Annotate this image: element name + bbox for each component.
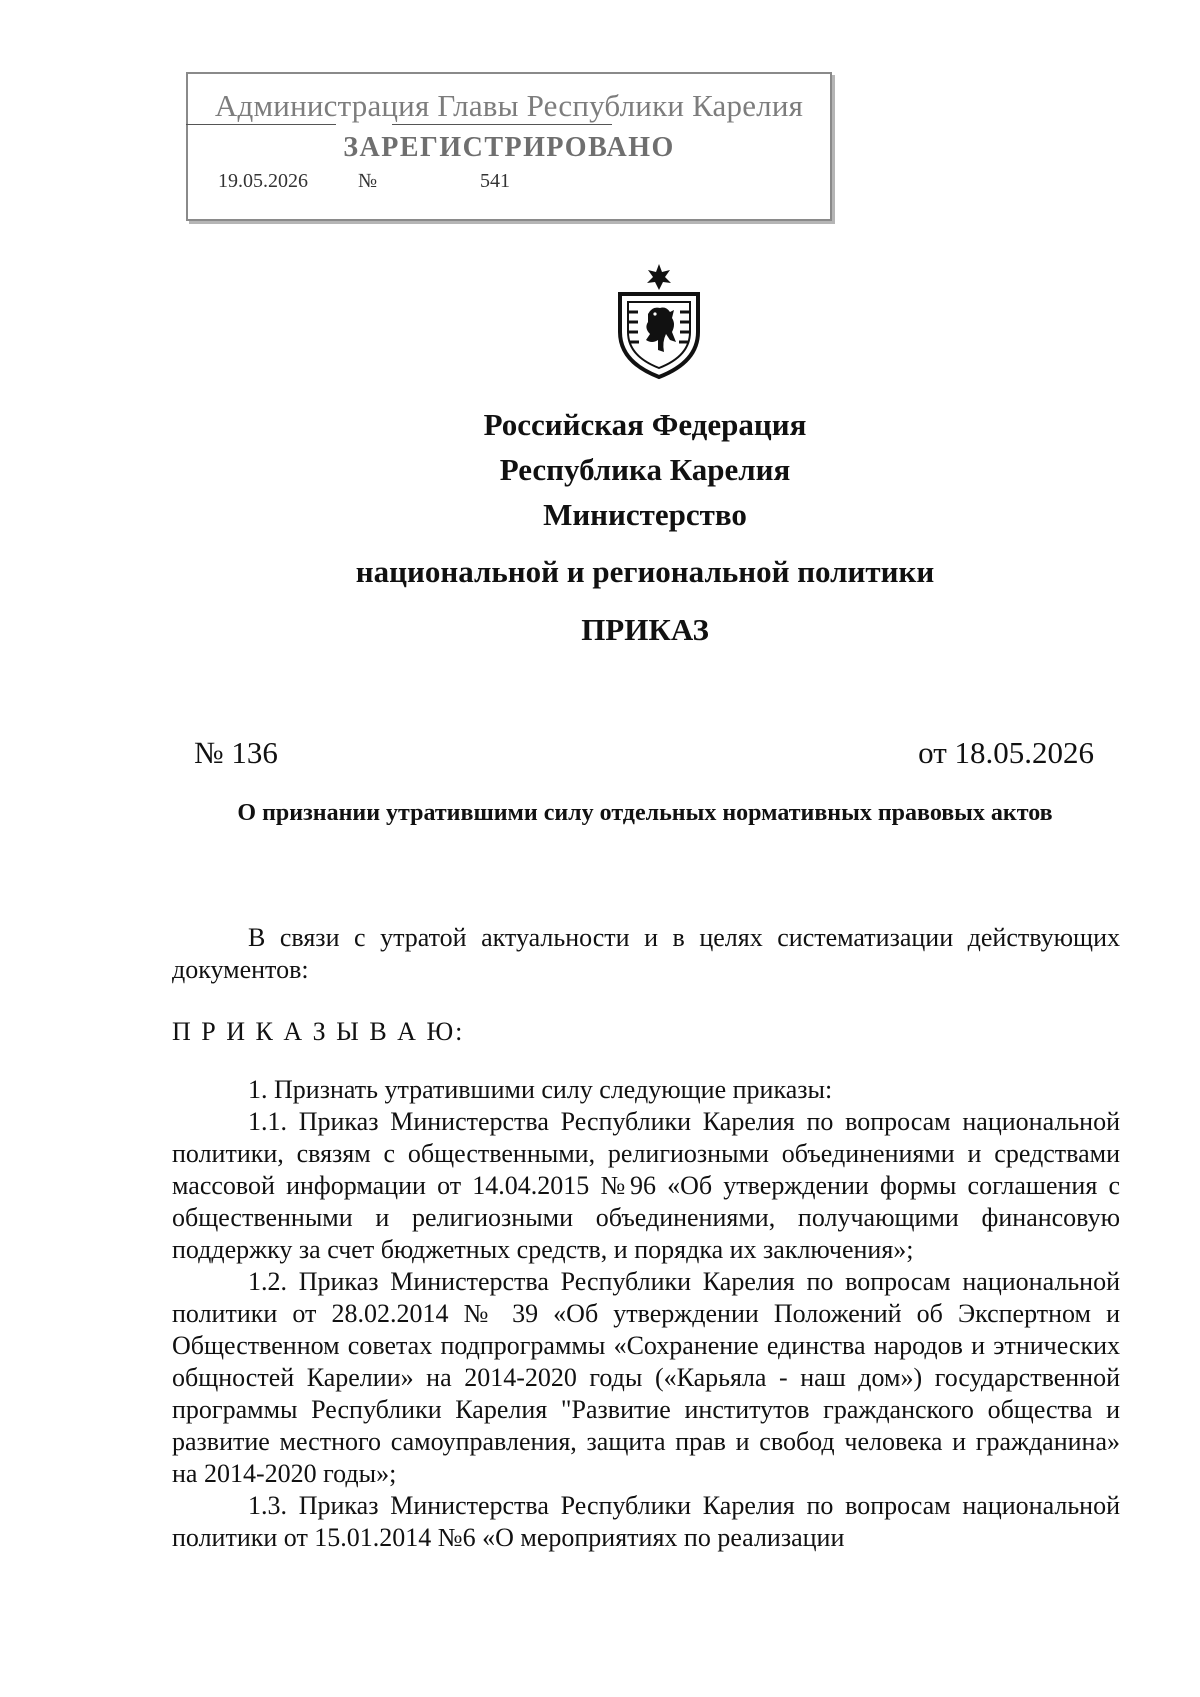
stamp-status: ЗАРЕГИСТРИРОВАНО [343,132,675,163]
document-type: ПРИКАЗ [581,612,709,647]
coat-of-arms-icon [614,262,704,380]
order-item: 1.1. Приказ Министерства Республики Карелия по вопросам национальной политики, связям с общественными, религиозными объединениями и средствами массовой информации от 14.04.2015 №96 «Об утверждении формы соглашения с общественными и религиозными объединениями, получающими финансовую поддержку за счет бюджетных средств, и порядка их заключения»; [172,1107,1120,1264]
registration-stamp [186,72,832,221]
order-directive: П Р И К А З Ы В А Ю: [172,1017,465,1046]
header-ministry: Министерство [543,497,747,532]
header-country: Российская Федерация [483,407,807,442]
order-date: от 18.05.2026 [918,735,1094,770]
stamp-organization: Администрация Главы Республики Карелия [214,88,804,123]
header-republic: Республика Карелия [499,452,791,487]
stamp-number-sign: № [358,170,378,192]
order-item: 1. Признать утратившими силу следующие приказы: [248,1075,833,1104]
header-ministry-name: национальной и региональной политики [355,554,935,589]
order-item: 1.2. Приказ Министерства Республики Карелия по вопросам национальной политики от 28.02.2014 № 39 «Об утверждении Положений об Экспертном и Общественном советах подпрограммы «Сохранение единства народов и этнических общностей Карелии» на 2014-2020 годы («Карьяла - наш дом») государственной программы Республики Карелия "Развитие институтов гражданского общества и развитие местного самоуправления, защита прав и свобод человека и гражданина» на 2014-2020 годы»; [172,1267,1120,1488]
order-items [172,1074,1120,1554]
order-number: № 136 [194,735,278,770]
order-item: 1.3. Приказ Министерства Республики Карелия по вопросам национальной политики от 15.01.2014 №6 «О мероприятиях по реализации [172,1491,1120,1552]
stamp-date-underline [186,124,336,125]
stamp-number: 541 [480,170,510,192]
stamp-date: 19.05.2026 [218,170,308,192]
stamp-number-underline [392,124,612,125]
order-subject: О признании утратившими силу отдельных нормативных правовых актов [237,800,1053,826]
intro-paragraph: В связи с утратой актуальности и в целях систематизации действующих документов: [172,923,1120,984]
